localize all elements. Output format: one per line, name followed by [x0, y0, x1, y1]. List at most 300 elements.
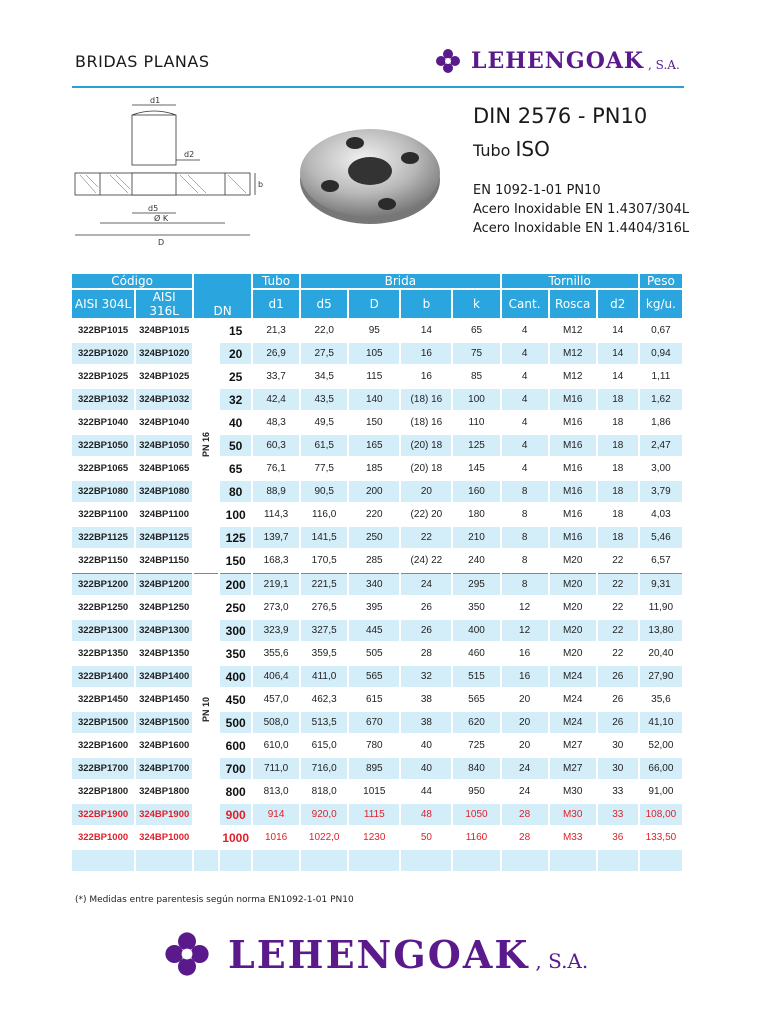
value-cell: 50 [420, 832, 432, 843]
value-cell: 1050 [453, 804, 499, 825]
value-cell: 445 [349, 620, 399, 641]
header-tornillo: Tornillo [502, 274, 638, 288]
dn-cell: 65 [228, 461, 243, 476]
standard-title: DIN 2576 - PN10 [473, 104, 648, 128]
flange-technical-drawing [70, 95, 280, 255]
value-cell: 3,79 [640, 481, 682, 502]
value-cell: 513,5 [301, 712, 347, 733]
value-cell: M16 [562, 509, 583, 520]
value-cell: M16 [550, 481, 596, 502]
value-cell: 27,90 [640, 666, 682, 687]
value-cell: M16 [550, 527, 596, 548]
brand-name: LEHENGOAK [228, 931, 530, 977]
value-cell: 18 [598, 527, 638, 548]
lauburu-icon [433, 48, 463, 74]
value-cell: 18 [612, 509, 624, 520]
value-cell: 4 [521, 463, 528, 474]
value-cell: 615,0 [311, 740, 337, 751]
value-cell: 460 [468, 648, 485, 659]
value-cell: 40 [420, 740, 432, 751]
value-cell: 219,1 [253, 573, 299, 595]
dn-cell: 50 [220, 435, 251, 456]
dn-cell: 40 [228, 415, 243, 430]
label-k: Ø K [154, 214, 169, 223]
value-cell: 150 [365, 417, 383, 428]
code-cell: 322BP1800 [77, 786, 129, 797]
value-cell: 16 [420, 371, 432, 382]
value-cell: M16 [562, 417, 583, 428]
value-cell: 168,3 [263, 555, 289, 566]
value-cell: 16 [401, 343, 451, 364]
value-cell: 285 [365, 555, 383, 566]
value-cell: 1160 [465, 832, 488, 843]
value-cell: 565 [349, 666, 399, 687]
table-row [72, 827, 682, 848]
value-cell: 170,5 [311, 555, 337, 566]
dn-cell: 150 [225, 553, 246, 568]
value-cell: 110 [468, 417, 485, 428]
code-cell: 324BP1015 [139, 325, 190, 336]
value-cell: 13,80 [640, 620, 682, 641]
code-cell: 324BP1032 [136, 389, 192, 410]
value-cell: 21,3 [266, 325, 286, 336]
value-cell: 780 [365, 740, 383, 751]
code-cell: 322BP1300 [72, 620, 134, 641]
header-d1: d1 [253, 290, 299, 318]
header-D: D [349, 290, 399, 318]
value-cell: 18 [598, 481, 638, 502]
value-cell: 22 [612, 648, 624, 659]
value-cell: 33 [612, 786, 624, 797]
value-cell: 27,5 [301, 343, 347, 364]
value-cell: 2,47 [640, 435, 682, 456]
empty-cell [72, 850, 134, 871]
value-cell: 1,11 [651, 371, 671, 382]
value-cell: 35,6 [651, 694, 671, 705]
value-cell: 116,0 [312, 509, 337, 520]
empty-cell [640, 850, 682, 871]
table-row [72, 573, 682, 595]
lauburu-icon [160, 930, 214, 978]
value-cell: 16 [519, 648, 531, 659]
value-cell: 140 [349, 389, 399, 410]
code-cell: 324BP1125 [136, 527, 192, 548]
header-k: k [453, 290, 499, 318]
value-cell: 350 [468, 602, 485, 613]
value-cell: 1115 [349, 804, 399, 825]
header-divider [72, 86, 684, 88]
value-cell: 457,0 [263, 694, 289, 705]
code-cell: 322BP1600 [77, 740, 129, 751]
header-dn: DN [194, 274, 251, 318]
value-cell: 32 [401, 666, 451, 687]
value-cell: 105 [349, 343, 399, 364]
value-cell: 43,5 [301, 389, 347, 410]
value-cell: 42,4 [253, 389, 299, 410]
value-cell: 22 [612, 555, 624, 566]
value-cell: 12 [519, 602, 531, 613]
empty-cell [194, 850, 218, 871]
value-cell: 141,5 [301, 527, 347, 548]
value-cell: M16 [550, 389, 596, 410]
value-cell: 24 [401, 573, 451, 595]
header-brida: Brida [301, 274, 499, 288]
code-cell: 324BP1200 [136, 573, 192, 595]
value-cell: 210 [453, 527, 499, 548]
value-cell: 114,3 [263, 509, 289, 520]
value-cell: 221,5 [301, 573, 347, 595]
value-cell: 4 [521, 417, 528, 428]
value-cell: 0,67 [651, 325, 671, 336]
empty-cell [220, 850, 251, 871]
dn-cell: 125 [220, 527, 251, 548]
value-cell: 295 [453, 573, 499, 595]
code-cell: 324BP1065 [139, 463, 190, 474]
value-cell: 4,03 [651, 509, 671, 520]
table-row [72, 389, 682, 410]
page-title: BRIDAS PLANAS [75, 52, 210, 71]
value-cell: 85 [470, 371, 483, 382]
code-cell: 322BP1065 [77, 463, 129, 474]
value-cell: 12 [502, 620, 548, 641]
value-cell: M24 [550, 666, 596, 687]
header-aisi304: AISI 304L [72, 290, 134, 318]
dn-cell: 450 [225, 692, 246, 707]
spec-line: EN 1092-1-01 PN10 [473, 183, 601, 198]
table-row [72, 366, 682, 387]
value-cell: M16 [562, 463, 583, 474]
dn-cell: 350 [225, 646, 246, 661]
value-cell: 462,3 [311, 694, 337, 705]
table-row [72, 550, 682, 571]
code-cell: 322BP1250 [77, 602, 129, 613]
value-cell: 14 [612, 325, 624, 336]
empty-cell [550, 850, 596, 871]
header-peso: Peso [640, 274, 682, 288]
code-cell: 324BP1020 [136, 343, 192, 364]
table-row [72, 527, 682, 548]
value-cell: 24 [519, 786, 531, 797]
value-cell: 91,00 [648, 786, 674, 797]
value-cell: 1022,0 [308, 832, 340, 843]
brand-logo-bottom [160, 930, 588, 978]
value-cell: M12 [562, 325, 583, 336]
dn-cell: 20 [220, 343, 251, 364]
value-cell: 90,5 [301, 481, 347, 502]
value-cell: 515 [453, 666, 499, 687]
code-cell: 322BP1150 [78, 555, 128, 566]
value-cell: M30 [562, 786, 583, 797]
tube-prefix: Tubo [473, 141, 511, 160]
code-cell: 322BP1400 [72, 666, 134, 687]
value-cell: 18 [612, 463, 624, 474]
value-cell: 33,7 [266, 371, 286, 382]
empty-cell [453, 850, 499, 871]
value-cell: 4 [521, 371, 528, 382]
code-cell: 324BP1040 [139, 417, 190, 428]
flange-photo [295, 118, 445, 228]
dn-cell: 250 [225, 600, 246, 615]
value-cell: 1,62 [640, 389, 682, 410]
value-cell: 508,0 [253, 712, 299, 733]
value-cell: 840 [453, 758, 499, 779]
value-cell: 34,5 [314, 371, 334, 382]
table-row [72, 320, 682, 341]
value-cell: 323,9 [253, 620, 299, 641]
dn-cell: 15 [228, 323, 243, 338]
value-cell: 20,40 [648, 648, 674, 659]
value-cell: 18 [612, 417, 624, 428]
value-cell: 60,3 [253, 435, 299, 456]
dn-cell: 1000 [222, 830, 250, 845]
table-row [72, 481, 682, 502]
code-cell: 322BP1200 [72, 573, 134, 595]
value-cell: 359,5 [311, 648, 337, 659]
value-cell: 250 [349, 527, 399, 548]
value-cell: 4 [502, 389, 548, 410]
value-cell: 16 [502, 666, 548, 687]
table-row-empty [72, 850, 682, 871]
value-cell: 565 [468, 694, 485, 705]
value-cell: 125 [453, 435, 499, 456]
pn-group-label [194, 320, 218, 571]
code-cell: 324BP1600 [139, 740, 190, 751]
value-cell: 813,0 [263, 786, 289, 797]
value-cell: 4 [502, 343, 548, 364]
value-cell: (18) 16 [410, 417, 443, 428]
value-cell: 276,5 [311, 602, 337, 613]
value-cell: 30 [598, 758, 638, 779]
code-cell: 322BP1032 [72, 389, 134, 410]
value-cell: 77,5 [314, 463, 334, 474]
code-cell: 322BP1050 [72, 435, 134, 456]
empty-cell [253, 850, 299, 871]
value-cell: M12 [550, 343, 596, 364]
value-cell: 1230 [363, 832, 386, 843]
code-cell: 324BP1100 [139, 509, 190, 520]
code-cell: 324BP1080 [136, 481, 192, 502]
code-cell: 322BP1350 [77, 648, 129, 659]
header-kg: kg/u. [640, 290, 682, 318]
value-cell: 76,1 [266, 463, 286, 474]
dn-cell: 400 [220, 666, 251, 687]
value-cell: 61,5 [301, 435, 347, 456]
value-cell: 26 [598, 712, 638, 733]
value-cell: 75 [453, 343, 499, 364]
code-cell: 324BP1800 [139, 786, 190, 797]
code-cell: 322BP1025 [77, 371, 129, 382]
header-rosca: Rosca [550, 290, 596, 318]
value-cell: 22,0 [314, 325, 334, 336]
value-cell: 8 [502, 527, 548, 548]
value-cell: 48,3 [266, 417, 286, 428]
table-row [72, 758, 682, 779]
value-cell: 66,00 [640, 758, 682, 779]
value-cell: 33 [598, 804, 638, 825]
value-cell: 200 [349, 481, 399, 502]
value-cell: 355,6 [263, 648, 289, 659]
value-cell: 14 [598, 343, 638, 364]
table-row [72, 597, 682, 618]
value-cell: 28 [502, 804, 548, 825]
code-cell: 324BP1700 [136, 758, 192, 779]
value-cell: 26 [401, 620, 451, 641]
value-cell: 14 [612, 371, 624, 382]
value-cell: 8 [502, 481, 548, 502]
brand-suffix: , S.A. [648, 58, 680, 72]
value-cell: 88,9 [253, 481, 299, 502]
value-cell: 4 [521, 325, 528, 336]
code-cell: 324BP1150 [139, 555, 190, 566]
value-cell: 20 [502, 712, 548, 733]
table-row [72, 643, 682, 664]
flange-dimensions-table [72, 272, 684, 873]
table-row [72, 804, 682, 825]
value-cell: 716,0 [301, 758, 347, 779]
value-cell: 133,50 [645, 832, 677, 843]
value-cell: 0,94 [640, 343, 682, 364]
code-cell: 324BP1050 [136, 435, 192, 456]
value-cell: 670 [349, 712, 399, 733]
value-cell: M27 [550, 758, 596, 779]
value-cell: 165 [349, 435, 399, 456]
value-cell: (20) 18 [401, 435, 451, 456]
value-cell: 240 [468, 555, 485, 566]
empty-cell [301, 850, 347, 871]
code-cell: 324BP1250 [139, 602, 190, 613]
label-d2: d2 [184, 150, 195, 159]
header-d2: d2 [598, 290, 638, 318]
label-d5: d5 [148, 204, 159, 213]
value-cell: 406,4 [253, 666, 299, 687]
value-cell: 22 [598, 620, 638, 641]
code-cell: 322BP1450 [77, 694, 129, 705]
value-cell: (20) 18 [410, 463, 443, 474]
dn-cell: 200 [220, 573, 251, 595]
code-cell: 322BP1100 [78, 509, 128, 520]
dn-cell: 500 [220, 712, 251, 733]
value-cell: 14 [420, 325, 432, 336]
value-cell: 340 [349, 573, 399, 595]
value-cell: 180 [468, 509, 485, 520]
value-cell: M20 [562, 555, 583, 566]
value-cell: 22 [598, 573, 638, 595]
value-cell: 26 [612, 694, 624, 705]
value-cell: (22) 20 [410, 509, 443, 520]
value-cell: M30 [550, 804, 596, 825]
code-cell: 322BP1900 [72, 804, 134, 825]
table-row [72, 666, 682, 687]
value-cell: 100 [453, 389, 499, 410]
code-cell: 324BP1400 [136, 666, 192, 687]
value-cell: M24 [562, 694, 583, 705]
value-cell: 400 [453, 620, 499, 641]
code-cell: 322BP1000 [77, 832, 129, 843]
value-cell: 145 [468, 463, 485, 474]
code-cell: 322BP1015 [77, 325, 129, 336]
value-cell: 48 [401, 804, 451, 825]
code-cell: 322BP1500 [72, 712, 134, 733]
brand-suffix: , S.A. [535, 949, 589, 973]
value-cell: 28 [420, 648, 432, 659]
table-row [72, 435, 682, 456]
value-cell: 411,0 [301, 666, 347, 687]
value-cell: 725 [468, 740, 485, 751]
value-cell: M27 [562, 740, 583, 751]
dn-cell: 800 [225, 784, 246, 799]
table-row [72, 781, 682, 802]
code-cell: 324BP1450 [139, 694, 190, 705]
value-cell: 95 [368, 325, 380, 336]
header-tubo: Tubo [253, 274, 299, 288]
dn-cell: 25 [228, 369, 243, 384]
value-cell: 395 [365, 602, 383, 613]
table-row [72, 504, 682, 525]
table-row [72, 735, 682, 756]
empty-cell [401, 850, 451, 871]
label-b: b [258, 180, 264, 189]
empty-cell [598, 850, 638, 871]
value-cell: M20 [550, 620, 596, 641]
spec-line: Acero Inoxidable EN 1.4404/316L [473, 221, 690, 236]
value-cell: 818,0 [311, 786, 337, 797]
code-cell: 324BP1300 [136, 620, 192, 641]
value-cell: 5,46 [640, 527, 682, 548]
brand-name: LEHENGOAK [471, 48, 645, 74]
empty-cell [136, 850, 192, 871]
value-cell: 8 [502, 573, 548, 595]
value-cell: 620 [453, 712, 499, 733]
value-cell: M16 [550, 435, 596, 456]
code-cell: 324BP1025 [139, 371, 190, 382]
value-cell: M12 [562, 371, 583, 382]
value-cell: 950 [468, 786, 485, 797]
value-cell: M24 [550, 712, 596, 733]
value-cell: 11,90 [648, 602, 674, 613]
value-cell: 914 [253, 804, 299, 825]
table-row [72, 458, 682, 479]
brand-logo-top [433, 48, 680, 74]
value-cell: 44 [420, 786, 432, 797]
value-cell: 30 [612, 740, 624, 751]
value-cell: 22 [612, 602, 624, 613]
value-cell: 18 [598, 435, 638, 456]
value-cell: 185 [365, 463, 383, 474]
code-cell: 324BP1900 [136, 804, 192, 825]
header-b: b [401, 290, 451, 318]
spec-line: Acero Inoxidable EN 1.4307/304L [473, 202, 690, 217]
dn-cell: 600 [225, 738, 246, 753]
code-cell: 324BP1350 [139, 648, 190, 659]
value-cell: 220 [365, 509, 383, 520]
value-cell: 160 [453, 481, 499, 502]
value-cell: 26 [420, 602, 432, 613]
value-cell: 108,00 [640, 804, 682, 825]
header-aisi316: AISI 316L [136, 290, 192, 318]
label-d1: d1 [150, 96, 161, 105]
pn-group-text: PN 16 [201, 431, 212, 457]
value-cell: 1,86 [651, 417, 671, 428]
value-cell: 327,5 [301, 620, 347, 641]
value-cell: 4 [502, 435, 548, 456]
code-cell: 322BP1125 [72, 527, 134, 548]
value-cell: 9,31 [640, 573, 682, 595]
dn-cell: 32 [220, 389, 251, 410]
value-cell: 610,0 [263, 740, 289, 751]
pn-group-text: PN 10 [201, 697, 212, 723]
value-cell: 40 [401, 758, 451, 779]
dn-cell: 100 [225, 507, 246, 522]
